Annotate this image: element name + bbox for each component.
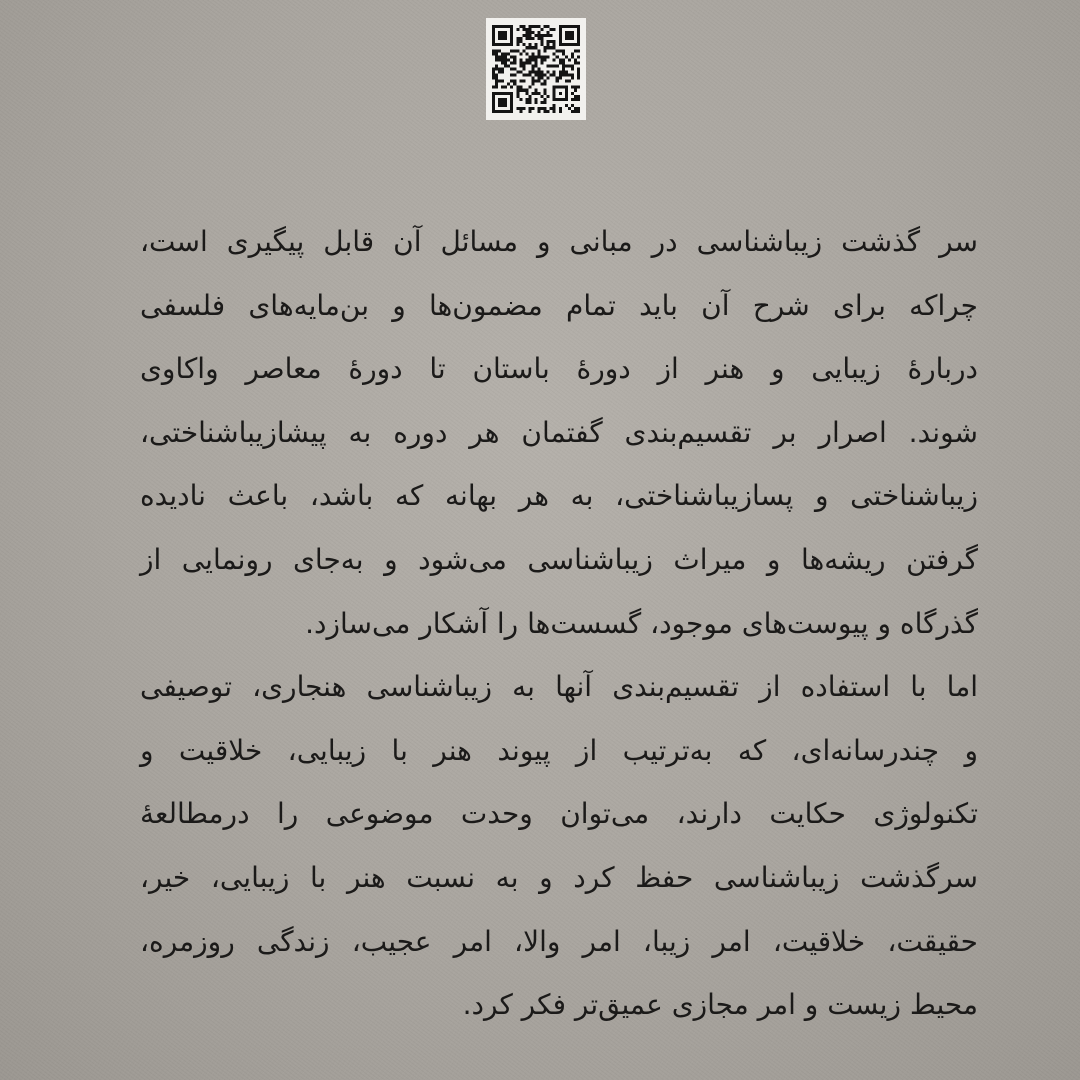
text-line: اما با استفاده از تقسیم‌بندی آنها به زیباشناسی هنجاری، توصیفی — [140, 670, 978, 704]
text-line: سرگذشت زیباشناسی حفظ کرد و به نسبت هنر با زیبایی، خیر، — [140, 860, 978, 894]
text-line: سر گذشت زیباشناسی در مبانی و مسائل آن قابل پیگیری است، — [140, 225, 978, 258]
text-line: چراکه برای شرح آن باید تمام مضمون‌ها و بن‌مایه‌های فلسفی — [140, 288, 978, 322]
text-line: تکنولوژی حکایت دارند، می‌توان وحدت موضوعی را درمطالعهٔ — [140, 797, 978, 831]
qr-code — [486, 18, 586, 120]
text-line: و چندرسانه‌ای، که به‌ترتیب از پیوند هنر با زیبایی، خلاقیت و — [140, 733, 978, 767]
text-line: حقیقت، خلاقیت، امر زیبا، امر والا، امر عجیب، زندگی روزمره، — [140, 924, 978, 958]
text-line: دربارهٔ زیبایی و هنر از دورهٔ باستان تا دورهٔ معاصر واکاوی — [140, 352, 978, 386]
text-line: گذرگاه و پیوست‌های موجود، گسست‌ها را آشکار می‌سازد. — [305, 606, 978, 640]
text-line: زیباشناختی و پسازیباشناختی، به هر بهانه که باشد، باعث نادیده — [140, 479, 978, 513]
text-line: شوند. اصرار بر تقسیم‌بندی گفتمان هر دوره به پیشازیباشناختی، — [140, 415, 978, 449]
text-line: گرفتن ریشه‌ها و میراث زیباشناسی می‌شود و به‌جای رونمایی از — [140, 542, 978, 576]
body-paragraph — [140, 210, 978, 1037]
text-line: محیط زیست و امر مجازی عمیق‌تر فکر کرد. — [462, 988, 978, 1022]
qr-code-icon — [492, 24, 580, 114]
